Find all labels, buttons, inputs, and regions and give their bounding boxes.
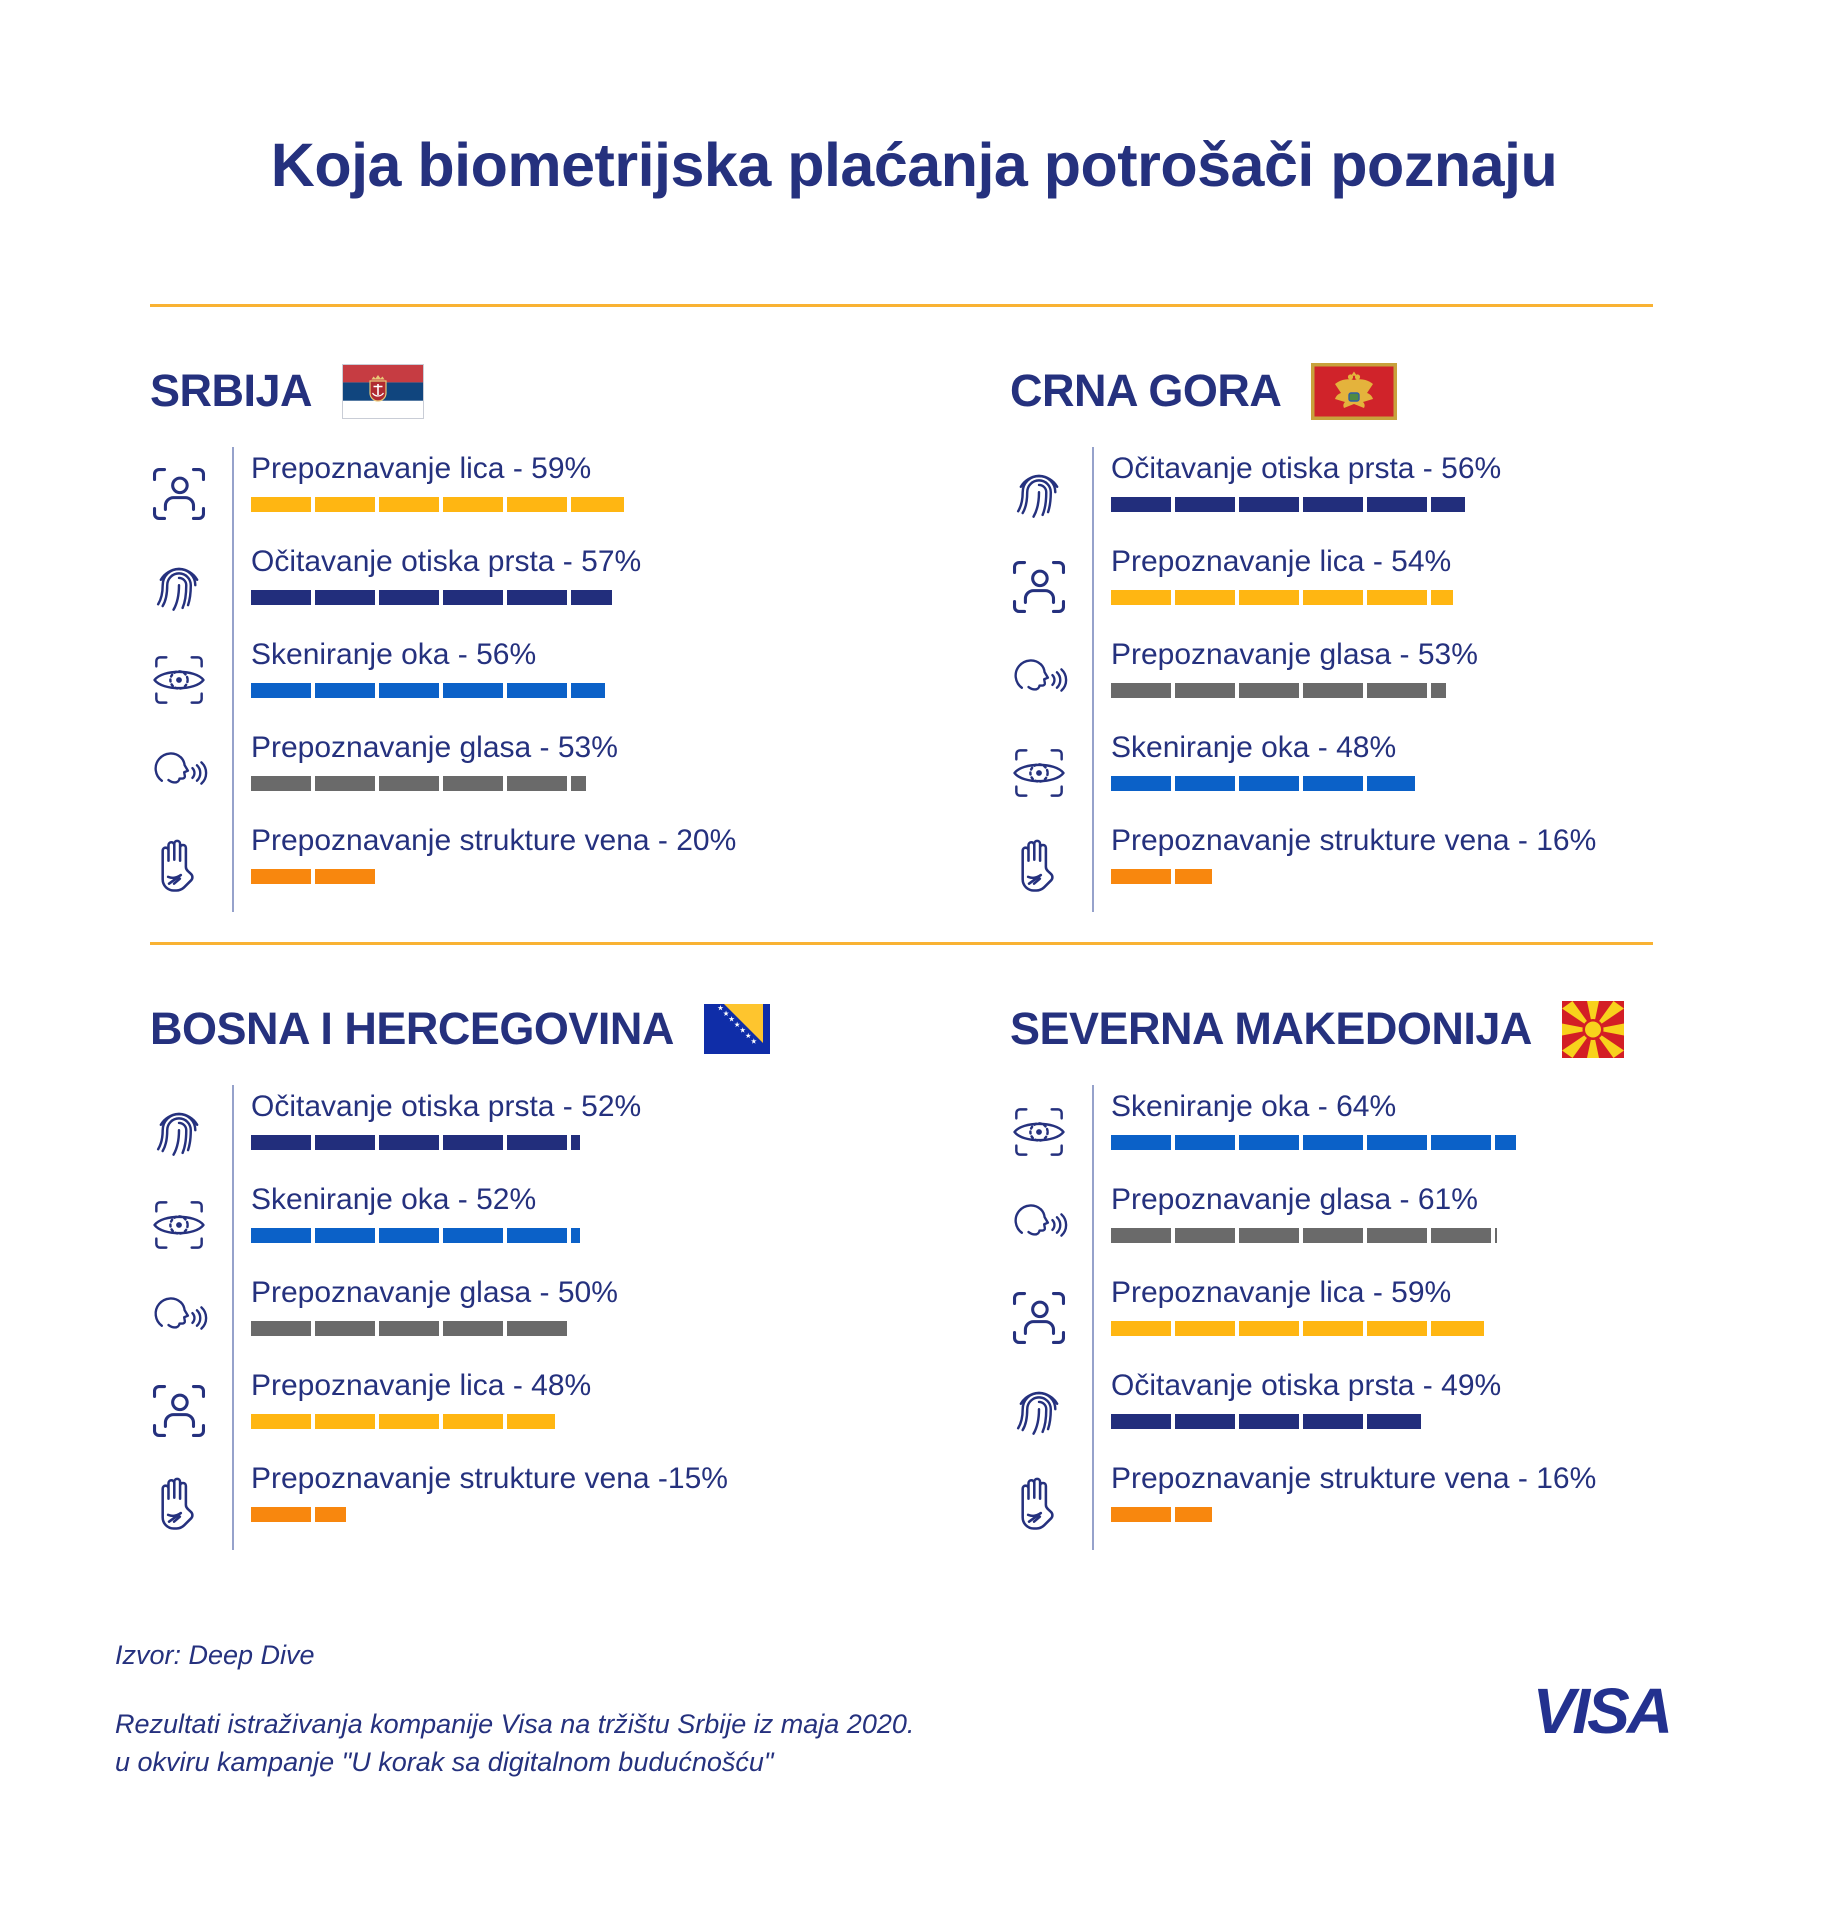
- metric-row: [150, 540, 850, 633]
- vein-recognition-icon: [150, 1457, 232, 1550]
- vein-recognition-icon: [1010, 819, 1092, 912]
- montenegro-flag: [1311, 363, 1397, 420]
- metric-bar: [251, 869, 378, 884]
- eye-scan-icon: [1010, 1085, 1092, 1178]
- metric-row: [1010, 1364, 1710, 1457]
- metric-bar: [1111, 683, 1446, 698]
- metric-label: Očitavanje otiska prsta - 52%: [251, 1090, 642, 1123]
- metric-row: [1010, 1271, 1710, 1364]
- metric-label: Očitavanje otiska prsta - 56%: [1111, 452, 1502, 485]
- metric-body: [1092, 447, 1710, 540]
- voice-recognition-icon: [1010, 1178, 1092, 1271]
- metric-row: [1010, 819, 1710, 912]
- metric-row: [1010, 1178, 1710, 1271]
- country-header: [150, 361, 850, 421]
- metric-bar: [251, 1414, 555, 1429]
- metric-label: Prepoznavanje strukture vena -15%: [251, 1462, 728, 1495]
- note-line-1: Rezultati istraživanja kompanije Visa na tržištu Srbije iz maja 2020.: [115, 1709, 915, 1739]
- vein-recognition-icon: [1010, 1457, 1092, 1550]
- metric-body: [1092, 726, 1710, 819]
- metric-row: [1010, 1457, 1710, 1550]
- voice-recognition-icon: [150, 726, 232, 819]
- metric-bar: [251, 497, 624, 512]
- bosnia-herzegovina-flag: [704, 1004, 770, 1054]
- metric-rows: [1010, 447, 1710, 912]
- metric-body: [232, 726, 850, 819]
- footer: [0, 1640, 1828, 1782]
- metric-label: Prepoznavanje strukture vena - 16%: [1111, 824, 1597, 857]
- metric-body: [232, 1457, 850, 1550]
- metric-label: Očitavanje otiska prsta - 57%: [251, 545, 642, 578]
- page-title: Koja biometrijska plaćanja potrošači poznaju: [270, 131, 1558, 199]
- face-recognition-icon: [150, 1364, 232, 1457]
- metric-label: Prepoznavanje glasa - 53%: [251, 731, 618, 764]
- country-section: [1010, 307, 1710, 912]
- metric-row: [1010, 540, 1710, 633]
- metric-bar: [1111, 590, 1453, 605]
- metric-bar: [251, 776, 586, 791]
- country-section: [1010, 945, 1710, 1550]
- fingerprint-icon: [150, 540, 232, 633]
- metric-label: Skeniranje oka - 64%: [1111, 1090, 1397, 1123]
- metric-row: [1010, 447, 1710, 540]
- country-name: SRBIJA: [150, 365, 313, 416]
- visa-logo: VISA: [1532, 1675, 1670, 1747]
- country-header: [1010, 361, 1710, 421]
- metric-rows: [150, 447, 850, 912]
- serbia-flag: [342, 364, 424, 419]
- voice-recognition-icon: [150, 1271, 232, 1364]
- country-header: [1010, 999, 1710, 1059]
- metric-row: [150, 726, 850, 819]
- face-recognition-icon: [150, 447, 232, 540]
- metric-label: Skeniranje oka - 48%: [1111, 731, 1397, 764]
- metric-label: Prepoznavanje lica - 48%: [251, 1369, 592, 1402]
- metric-body: [1092, 633, 1710, 726]
- metric-row: [150, 633, 850, 726]
- metric-body: [232, 1364, 850, 1457]
- face-recognition-icon: [1010, 1271, 1092, 1364]
- metric-bar: [1111, 1507, 1212, 1522]
- metric-bar: [251, 1321, 568, 1336]
- source-text: Izvor: Deep Dive: [115, 1640, 315, 1670]
- metric-bar: [1111, 869, 1212, 884]
- fingerprint-icon: [1010, 447, 1092, 540]
- metric-label: Prepoznavanje strukture vena - 20%: [251, 824, 737, 857]
- metric-row: [150, 1178, 850, 1271]
- fingerprint-icon: [150, 1085, 232, 1178]
- vein-recognition-icon: [150, 819, 232, 912]
- metric-row: [150, 447, 850, 540]
- metric-row: [1010, 726, 1710, 819]
- metric-row: [150, 1271, 850, 1364]
- metric-bar: [251, 683, 605, 698]
- bottom-country-row: [0, 945, 1828, 1550]
- country-section: [150, 945, 850, 1550]
- metric-body: [232, 819, 850, 912]
- metric-rows: [150, 1085, 850, 1550]
- metric-body: [1092, 819, 1710, 912]
- north-macedonia-flag: [1562, 1001, 1624, 1058]
- face-recognition-icon: [1010, 540, 1092, 633]
- metric-label: Skeniranje oka - 56%: [251, 638, 537, 671]
- metric-body: [232, 1271, 850, 1364]
- top-country-row: [0, 307, 1828, 912]
- metric-row: [150, 1364, 850, 1457]
- fingerprint-icon: [1010, 1364, 1092, 1457]
- metric-bar: [1111, 1414, 1421, 1429]
- metric-bar: [1111, 776, 1415, 791]
- metric-body: [1092, 1364, 1710, 1457]
- metric-row: [150, 1085, 850, 1178]
- metric-row: [1010, 1085, 1710, 1178]
- metric-body: [1092, 1457, 1710, 1550]
- metric-rows: [1010, 1085, 1710, 1550]
- country-section: [150, 307, 850, 912]
- eye-scan-icon: [150, 633, 232, 726]
- country-name: SEVERNA MAKEDONIJA: [1010, 1003, 1532, 1054]
- metric-body: [1092, 1085, 1710, 1178]
- metric-label: Prepoznavanje strukture vena - 16%: [1111, 1462, 1597, 1495]
- country-header: [150, 999, 850, 1059]
- country-name: BOSNA I HERCEGOVINA: [150, 1003, 674, 1054]
- metric-bar: [251, 1507, 346, 1522]
- metric-body: [1092, 1178, 1710, 1271]
- metric-body: [1092, 1271, 1710, 1364]
- metric-label: Prepoznavanje glasa - 53%: [1111, 638, 1478, 671]
- metric-body: [1092, 540, 1710, 633]
- country-name: CRNA GORA: [1010, 365, 1282, 416]
- metric-row: [150, 1457, 850, 1550]
- metric-label: Prepoznavanje lica - 54%: [1111, 545, 1452, 578]
- metric-bar: [251, 1135, 580, 1150]
- metric-body: [232, 1178, 850, 1271]
- metric-body: [232, 1085, 850, 1178]
- metric-label: Očitavanje otiska prsta - 49%: [1111, 1369, 1502, 1402]
- metric-bar: [1111, 1321, 1484, 1336]
- metric-bar: [1111, 1228, 1497, 1243]
- metric-body: [232, 633, 850, 726]
- metric-bar: [1111, 1135, 1516, 1150]
- metric-label: Skeniranje oka - 52%: [251, 1183, 537, 1216]
- eye-scan-icon: [1010, 726, 1092, 819]
- metric-body: [232, 447, 850, 540]
- metric-label: Prepoznavanje lica - 59%: [251, 452, 592, 485]
- metric-body: [232, 540, 850, 633]
- metric-row: [1010, 633, 1710, 726]
- metric-label: Prepoznavanje glasa - 61%: [1111, 1183, 1478, 1216]
- metric-bar: [251, 1228, 580, 1243]
- voice-recognition-icon: [1010, 633, 1092, 726]
- metric-label: Prepoznavanje glasa - 50%: [251, 1276, 618, 1309]
- metric-bar: [1111, 497, 1465, 512]
- metric-bar: [251, 590, 612, 605]
- eye-scan-icon: [150, 1178, 232, 1271]
- note-line-2: u okviru kampanje "U korak sa digitalnom budućnošću": [115, 1747, 774, 1778]
- metric-row: [150, 819, 850, 912]
- metric-label: Prepoznavanje lica - 59%: [1111, 1276, 1452, 1309]
